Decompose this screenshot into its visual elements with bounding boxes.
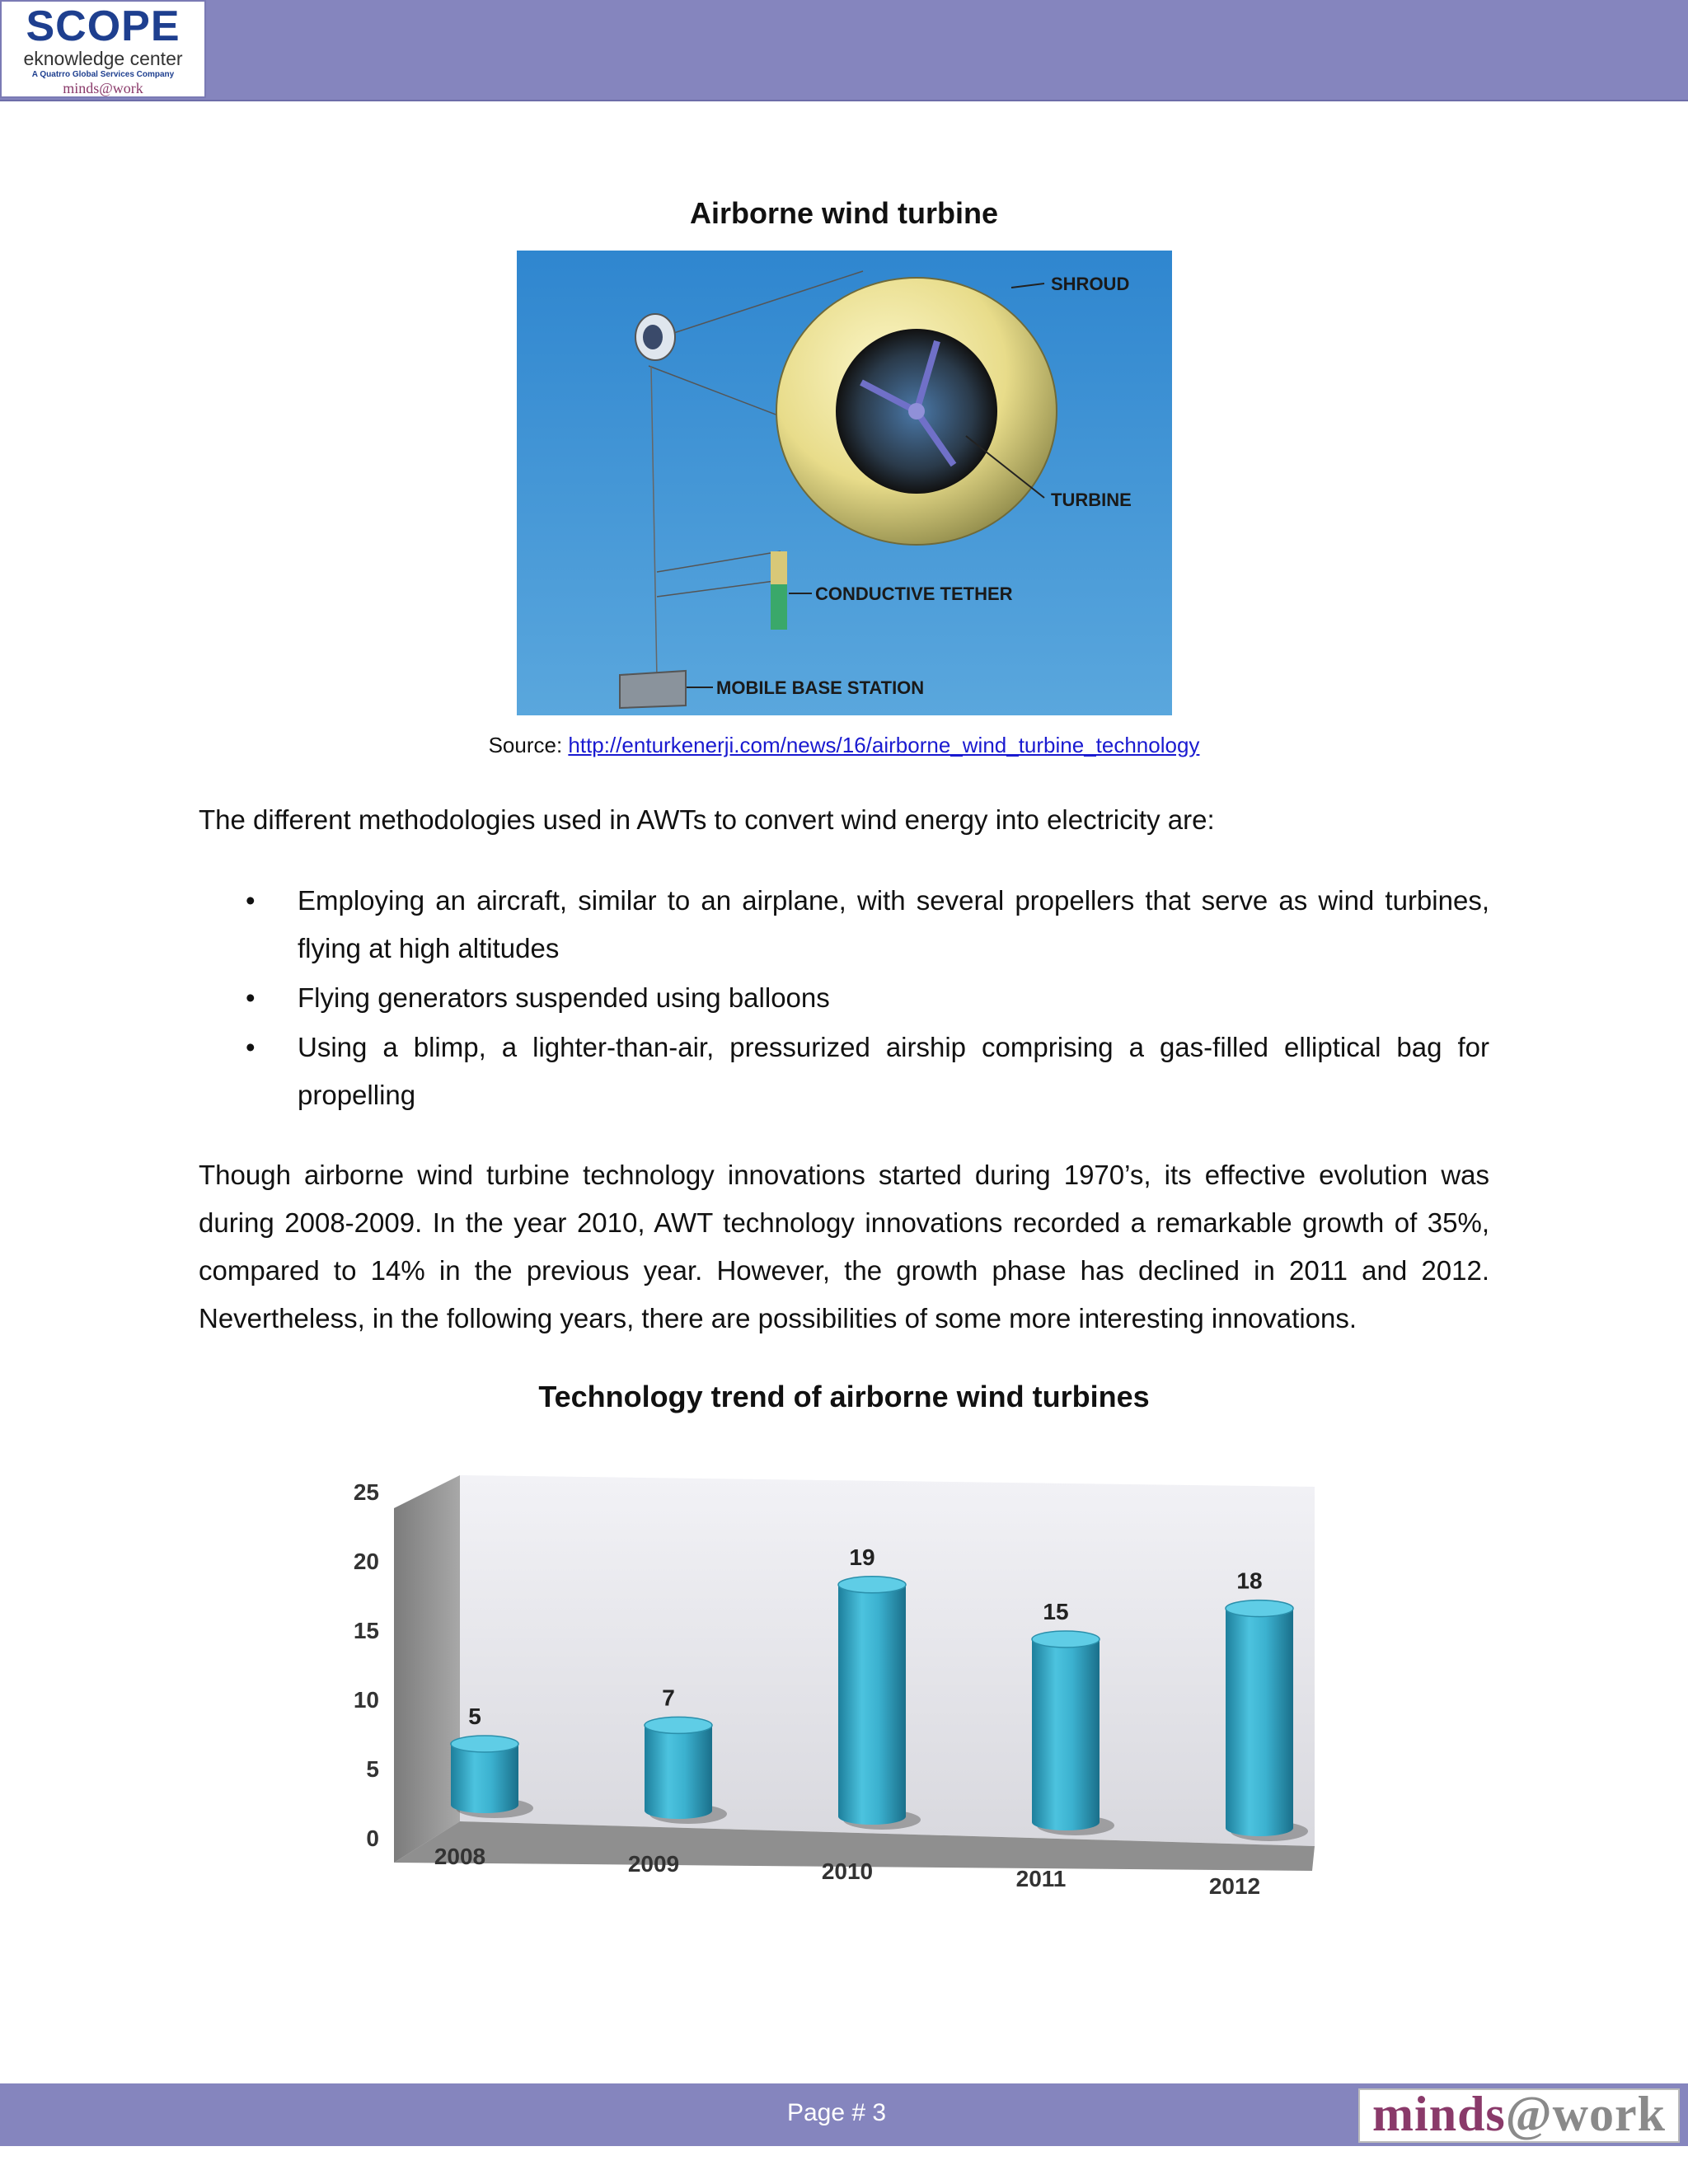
bar-body (1226, 1609, 1293, 1836)
data-label: 19 (849, 1544, 875, 1570)
bar-body (645, 1725, 712, 1819)
list-item: • Employing an aircraft, similar to an airplane, with several propellers that serve as wind turbines, flying at high altitudes (246, 885, 1489, 963)
y-tick-label: 20 (353, 1549, 379, 1574)
page-number: Page # 3 (786, 2099, 887, 2126)
list-item: • Flying generators suspended using balloons (246, 982, 830, 1013)
label-base-station: MOBILE BASE STATION (716, 677, 925, 698)
logo-subtitle: eknowledge center (23, 48, 183, 69)
source-line (0, 733, 1688, 758)
label-shroud: SHROUD (1051, 274, 1130, 294)
y-tick-label: 5 (366, 1756, 379, 1782)
intro-paragraph: The different methodologies used in AWTs to convert wind energy into electricity are: (199, 804, 1215, 835)
logo-tagline: A Quatrro Global Services Company (31, 70, 175, 79)
bar-body (451, 1744, 518, 1813)
bar-cap (838, 1577, 906, 1593)
label-tether: CONDUCTIVE TETHER (815, 583, 1013, 604)
x-tick-label: 2008 (434, 1844, 486, 1869)
list-item: • Using a blimp, a lighter-than-air, pressurized airship comprising a gas-filled elliptical bag for propelling (246, 1032, 1489, 1110)
scope-logo (0, 0, 206, 98)
source-prefix: Source: (488, 733, 569, 757)
label-turbine: TURBINE (1051, 490, 1132, 510)
x-tick-label: 2012 (1208, 1873, 1261, 1899)
x-tick-label: 2010 (821, 1858, 874, 1884)
source-link[interactable]: http://enturkenerji.com/news/16/airborne_wind_turbine_technology (568, 733, 1200, 757)
data-label: 18 (1236, 1568, 1263, 1594)
data-label: 5 (468, 1704, 481, 1729)
evolution-paragraph: Though airborne wind turbine technology innovations started during 1970’s, its effective evolution was during 2008-2009. In the year 2010, AWT technology innovations recorded a remarkable growth of 35%, compared to 14% in the previous year. However, the growth phase has declined in 2011 and 2012. Nevertheless, in the following years, there are possibilities of some more interesting innovations. (199, 1160, 1489, 1333)
y-tick-label: 0 (366, 1825, 379, 1851)
logo-minds: minds@work (63, 80, 143, 96)
minds-at-work-logo: minds@work (1358, 2088, 1680, 2143)
bar-body (1032, 1639, 1100, 1830)
chart-title: Technology trend of airborne wind turbines (538, 1380, 1150, 1413)
y-tick-label: 10 (353, 1687, 379, 1713)
figure-title: Airborne wind turbine (690, 196, 998, 230)
airborne-turbine-illustration (517, 251, 1172, 715)
awt-trend-chart (313, 1459, 1335, 1904)
data-label: 15 (1043, 1599, 1069, 1624)
bar-cap (1032, 1631, 1100, 1647)
bar-cap (645, 1717, 712, 1733)
bar-cap (1226, 1601, 1293, 1617)
y-tick-label: 25 (353, 1479, 379, 1505)
y-tick-label: 15 (353, 1618, 379, 1643)
data-label: 7 (662, 1685, 675, 1711)
x-tick-label: 2011 (1015, 1866, 1067, 1891)
logo-title: SCOPE (26, 2, 181, 50)
header-bar (0, 0, 1688, 101)
bar-cap (451, 1736, 518, 1752)
bar-body (838, 1585, 906, 1825)
x-tick-label: 2009 (627, 1851, 680, 1877)
methodology-list (199, 877, 1489, 1121)
